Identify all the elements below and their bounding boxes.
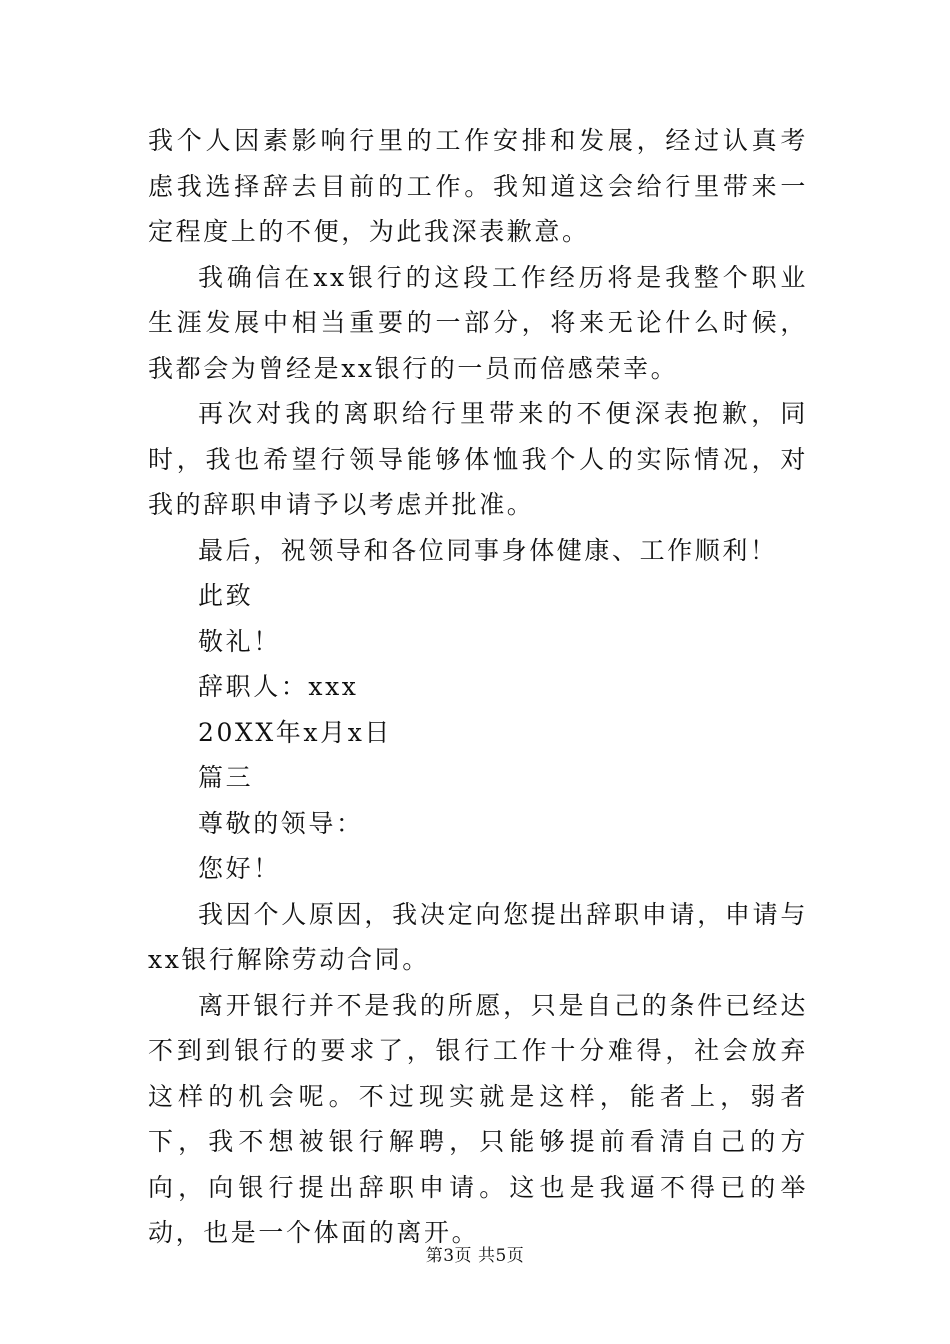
salutation-close: 此致: [198, 581, 254, 610]
section-title: 篇三: [198, 763, 254, 792]
date-line: 20XX年x月x日: [198, 717, 393, 747]
paragraph-5: 离开银行并不是我的所愿，只是自己的条件已经达不到到银行的要求了，银行工作十分难得，社会放弃这样的机会呢。不过现实就是这样，能者上，弱者下，我不想被银行解聘，只能够提前看清自己的方向，向银行提出辞职申请。这也是我逼不得已的举动，也是一个体面的离开。: [148, 990, 808, 1247]
closing-wish: 最后，祝领导和各位同事身体健康、工作顺利！: [198, 535, 778, 565]
addressee-line: 尊敬的领导：: [198, 808, 364, 838]
signer-line: 辞职人：xxx: [198, 672, 359, 701]
paragraph-3: 再次对我的离职给行里带来的不便深表抱歉，同时，我也希望行领导能够体恤我个人的实际情况，对我的辞职申请予以考虑并批准。: [148, 399, 808, 519]
paragraph-4: 我因个人原因，我决定向您提出辞职申请，申请与xx银行解除劳动合同。: [148, 899, 808, 974]
paragraph-2: 我确信在xx银行的这段工作经历将是我整个职业生涯发展中相当重要的一部分，将来无论什么时候，我都会为曾经是xx银行的一员而倍感荣幸。: [148, 262, 808, 383]
page-footer: 第3页 共5页: [425, 1246, 525, 1266]
paragraph-1: 我个人因素影响行里的工作安排和发展，经过认真考虑我选择辞去目前的工作。我知道这会给行里带来一定程度上的不便，为此我深表歉意。: [148, 126, 808, 246]
document-body: [148, 118, 808, 1256]
greeting-line: 您好！: [198, 854, 281, 883]
respect-line: 敬礼！: [198, 626, 281, 656]
